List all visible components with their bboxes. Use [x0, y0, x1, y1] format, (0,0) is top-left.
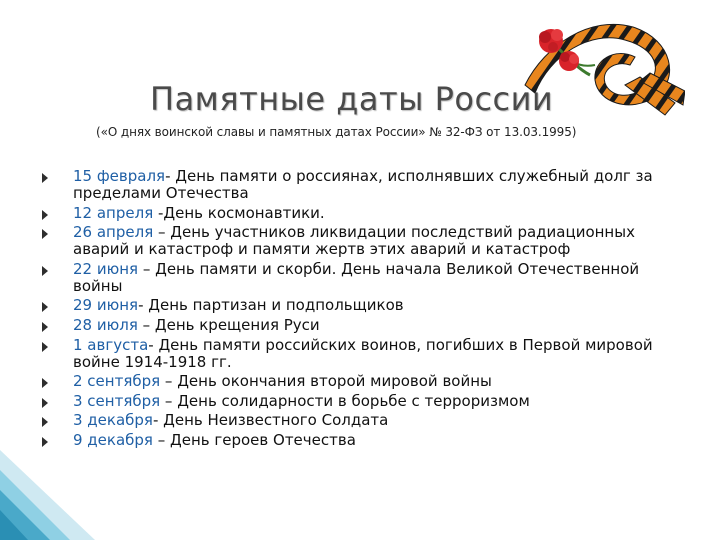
- item-description: - День Неизвестного Солдата: [152, 411, 389, 430]
- bullet-arrow-icon: [42, 210, 48, 220]
- item-description: - День партизан и подпольщиков: [138, 296, 404, 315]
- corner-stripes-decoration: [0, 440, 130, 540]
- item-description: – День крещения Руси: [137, 315, 320, 334]
- page-title: Памятные даты России: [150, 80, 554, 118]
- item-description: - День памяти российских воинов, погибших в Первой мировой войне 1914-1918 гг.: [73, 335, 653, 371]
- item-date: 15 февраля: [73, 167, 166, 185]
- item-date: 22 июня: [73, 259, 139, 278]
- item-date: 1 августа: [73, 335, 149, 354]
- item-date: 2 сентября: [73, 372, 161, 391]
- item-description: – День окончания второй мировой войны: [160, 372, 492, 391]
- item-description: – День участников ликвидации последствий радиационных аварий и катастроф и памяти жертв этих аварий и катастроф: [73, 223, 635, 259]
- bullet-arrow-icon: [42, 398, 48, 408]
- item-date: 26 апреля: [73, 223, 154, 242]
- bullet-arrow-icon: [42, 378, 48, 388]
- list-item: [42, 412, 692, 429]
- memorable-dates-list: [42, 168, 692, 452]
- item-description: – День памяти и скорби. День начала Великой Отечественной войны: [73, 259, 640, 295]
- list-item: [42, 224, 692, 258]
- item-date: 9 декабря: [73, 430, 153, 449]
- list-item: [42, 297, 692, 314]
- list-item: [42, 168, 692, 202]
- item-description: - День памяти о россиянах, исполнявших служебный долг за пределами Отечества: [73, 167, 653, 202]
- item-date: 28 июля: [73, 315, 138, 334]
- item-description: – День солидарности в борьбе с терроризмом: [160, 391, 530, 410]
- list-item: [42, 317, 692, 334]
- bullet-arrow-icon: [42, 229, 48, 239]
- item-date: 12 апреля: [73, 203, 154, 222]
- bullet-arrow-icon: [42, 173, 48, 183]
- bullet-arrow-icon: [42, 342, 48, 352]
- list-item: [42, 261, 692, 295]
- item-date: 3 декабря: [73, 411, 153, 430]
- item-description: – День героев Отечества: [152, 430, 356, 449]
- list-item: [42, 393, 692, 410]
- list-item: [42, 205, 692, 222]
- bullet-arrow-icon: [42, 322, 48, 332]
- bullet-arrow-icon: [42, 266, 48, 276]
- list-item: [42, 373, 692, 390]
- list-item: [42, 337, 692, 371]
- item-description: -День космонавтики.: [153, 203, 325, 222]
- item-date: 29 июня: [73, 296, 139, 315]
- list-item: [42, 432, 692, 449]
- bullet-arrow-icon: [42, 302, 48, 312]
- item-date: 3 сентября: [73, 391, 161, 410]
- page-subtitle: («О днях воинской славы и памятных датах России» № 32-ФЗ от 13.03.1995): [96, 125, 577, 139]
- bullet-arrow-icon: [42, 417, 48, 427]
